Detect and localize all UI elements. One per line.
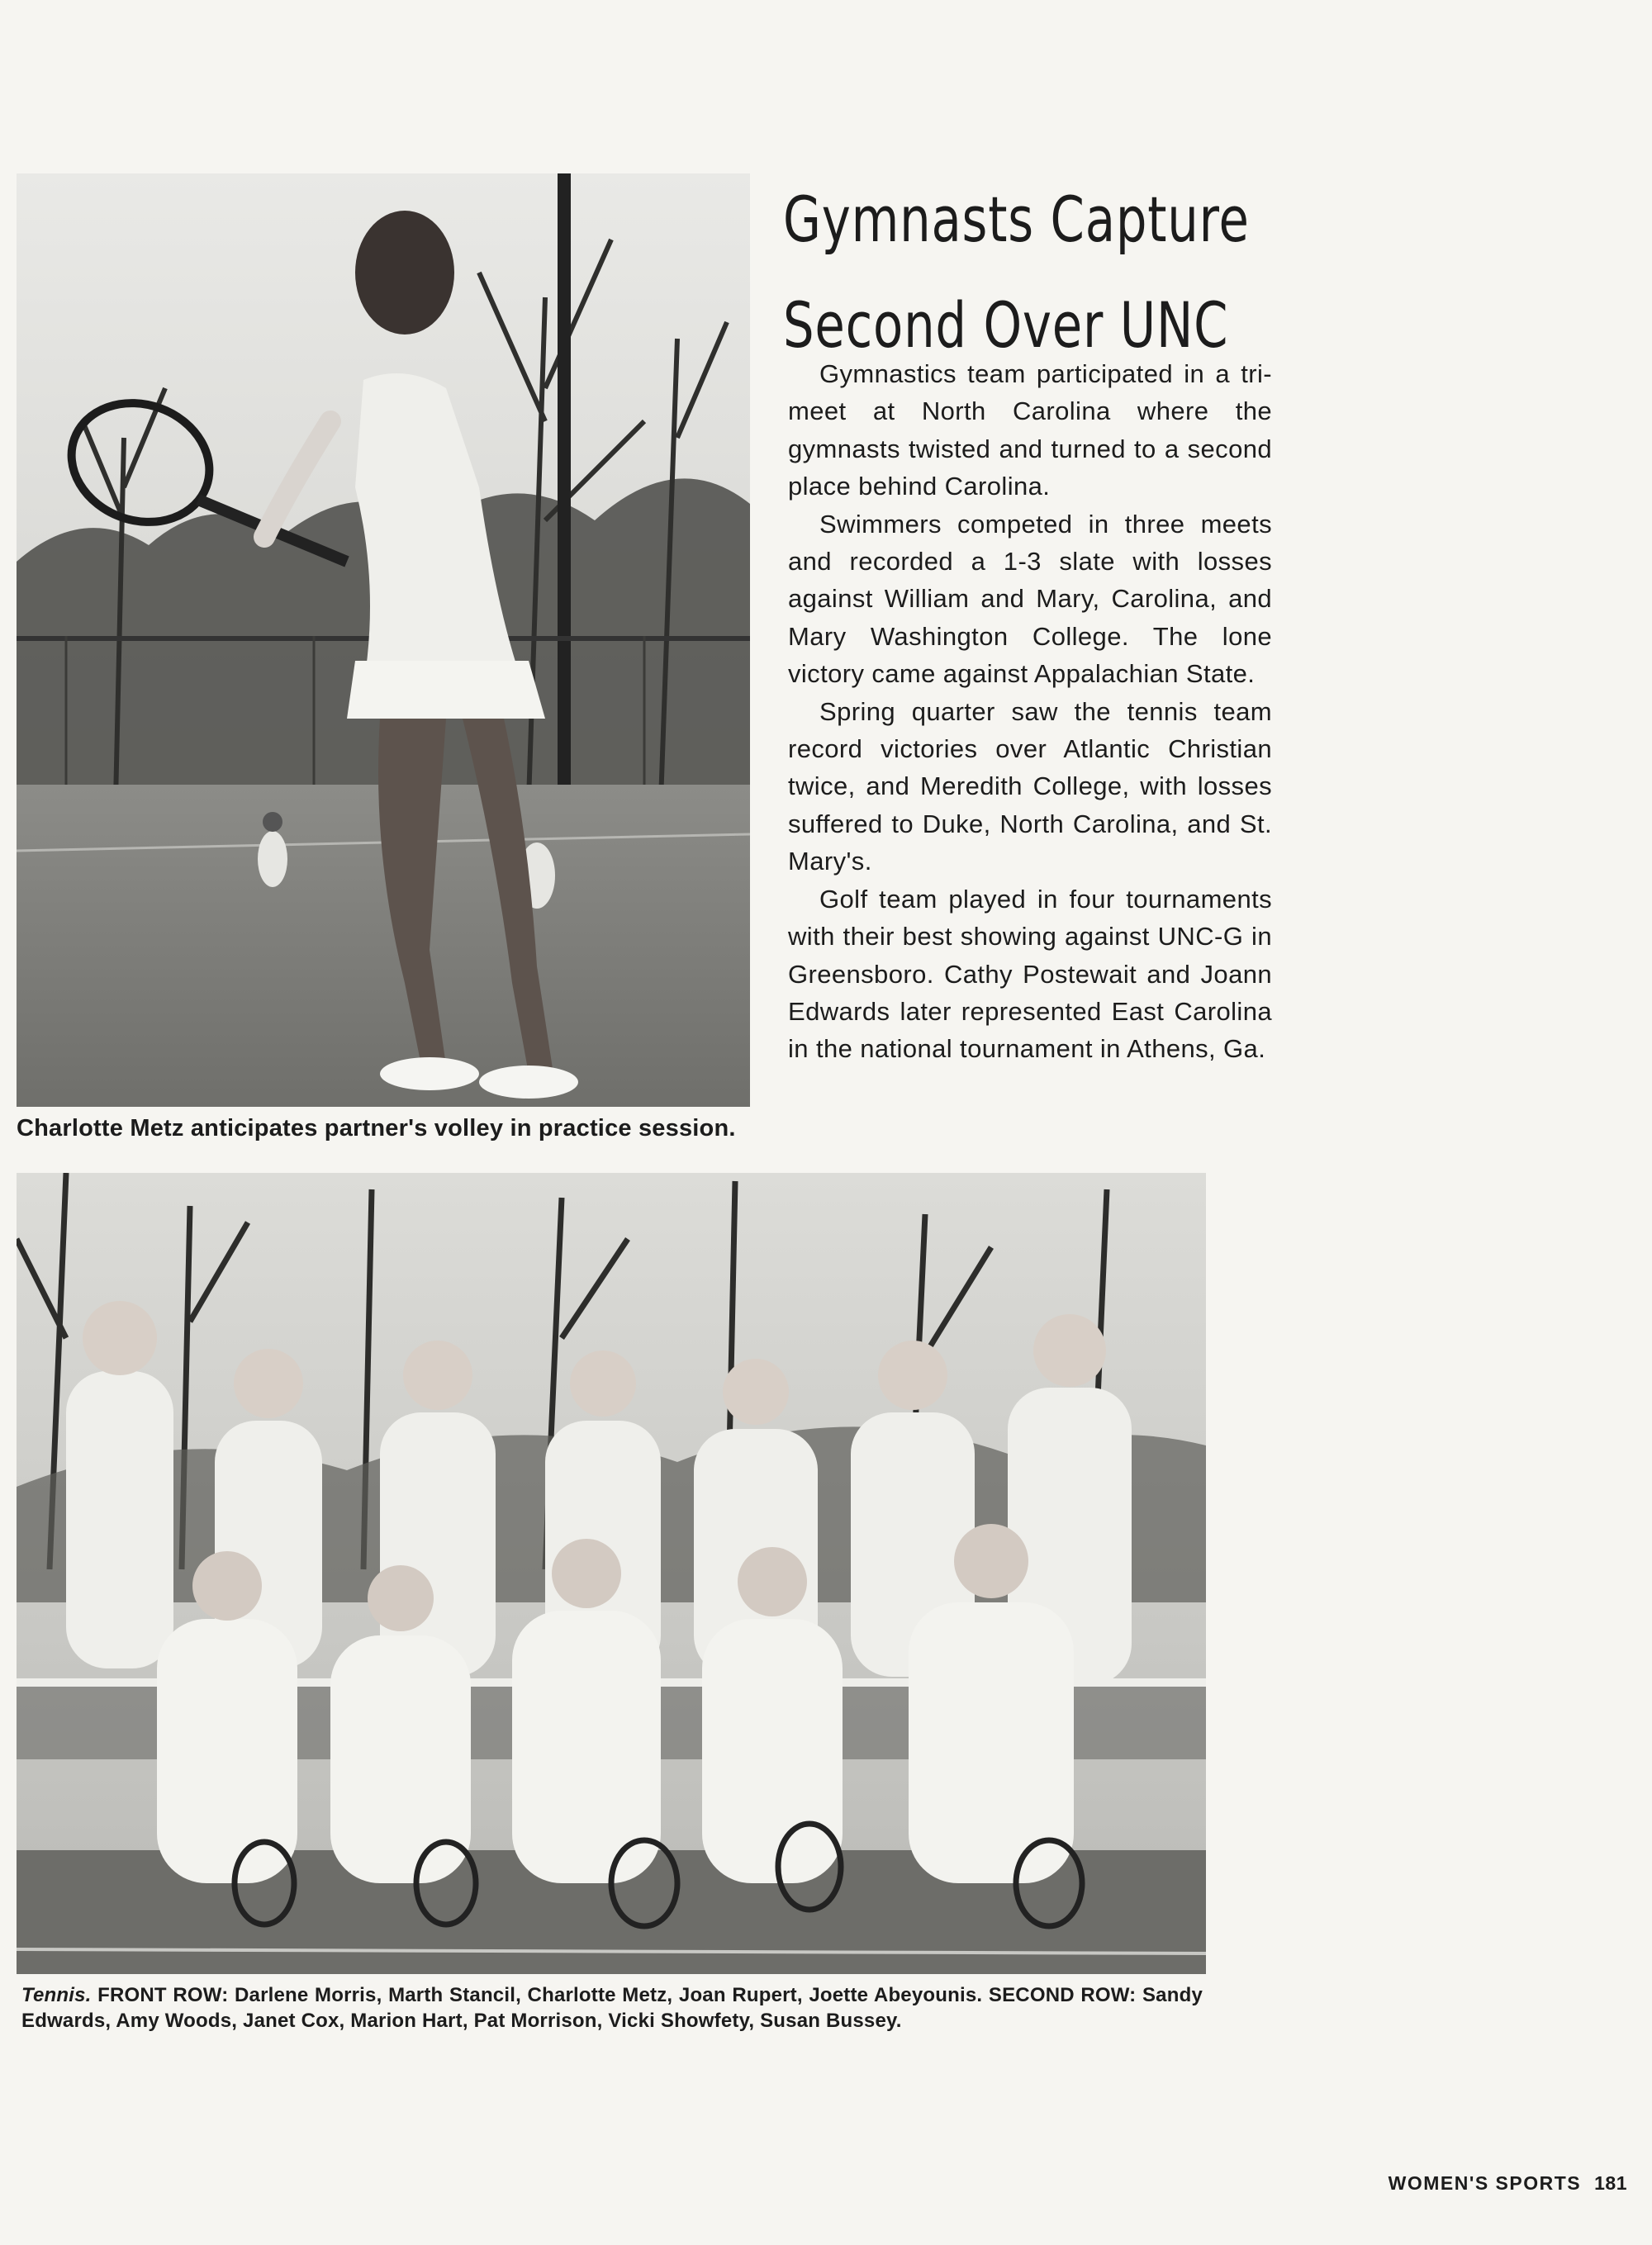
article-paragraph: Golf team played in four tournaments with their best showing against UNC-G in Greensboro. Cathy Postewait and Joann Edwards later represented East Carolina in the national tournament in Athens, Ga. — [788, 884, 1272, 1064]
tennis-practice-photo — [17, 173, 750, 1107]
page-number: 181 — [1594, 2172, 1627, 2194]
section-name: WOMEN'S SPORTS — [1388, 2172, 1582, 2194]
page-headline — [783, 167, 1446, 378]
article-paragraph: Gymnastics team participated in a tri-meet at North Carolina where the gymnasts twisted and turned to a second place behind Carolina. — [788, 359, 1272, 501]
tennis-team-caption — [21, 1982, 1203, 2034]
page-footer — [1389, 2172, 1627, 2195]
tennis-practice-illustration — [17, 173, 750, 1107]
tennis-team-illustration — [17, 1173, 1206, 1974]
article-paragraph: Swimmers competed in three meets and recorded a 1-3 slate with losses against William and Mary, Carolina, and Mary Washington College. The lone victory came against Appalachian State. — [788, 509, 1272, 689]
tennis-practice-caption: Charlotte Metz anticipates partner's volley in practice session. — [17, 1115, 736, 1141]
article-paragraph: Spring quarter saw the tennis team record victories over Atlantic Christian twice, and Meredith College, with losses suffered to Duke, North Carolina, and St. Mary's. — [788, 696, 1272, 876]
tennis-team-caption-body: FRONT ROW: Darlene Morris, Marth Stancil, Charlotte Metz, Joan Rupert, Joette Abeyounis. SECOND ROW: Sandy Edwards, Amy Woods, Janet Cox, Marion Hart, Pat Morrison, Vicki Showfety, Susan Bussey. — [21, 1984, 1203, 2032]
headline-line-2: Second Over UNC — [783, 288, 1229, 362]
article-body — [788, 355, 1272, 1068]
tennis-team-photo — [17, 1173, 1206, 1974]
tennis-team-caption-lead: Tennis. — [21, 1984, 92, 2006]
headline-line-1: Gymnasts Capture — [783, 183, 1250, 256]
